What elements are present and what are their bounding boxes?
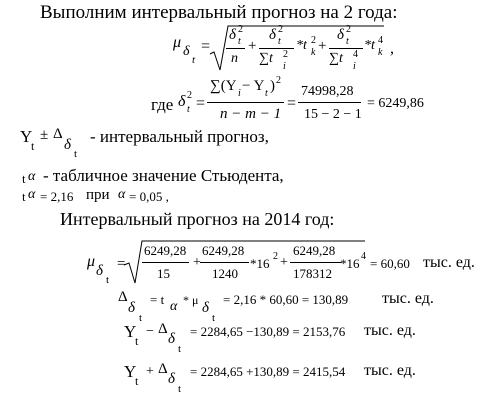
- heading-2014: Интервальный прогноз на 2014 год:: [60, 209, 335, 229]
- plus-sign: +: [248, 38, 257, 54]
- delta-symbol: δ: [178, 93, 186, 110]
- term3-numerator: δ: [337, 27, 344, 43]
- numerator-sub-i: i: [238, 88, 241, 99]
- Delta-symbol: Δ: [158, 361, 168, 377]
- term2-fraction-bar: [259, 48, 295, 50]
- term2-num-sup: 2: [278, 24, 283, 35]
- unit-label: тыс. ед.: [423, 254, 475, 271]
- term3-denominator: ∑t: [329, 51, 343, 66]
- alpha-value: = 0,05 ,: [129, 189, 169, 204]
- term1-denominator: n: [231, 51, 238, 66]
- at-word: при: [86, 187, 110, 203]
- f1-numerator: 6249,28: [144, 243, 187, 258]
- mu-sub-delta: δ: [202, 300, 209, 316]
- numerator-close: ): [270, 78, 275, 94]
- term3-num-sup: 2: [346, 24, 351, 35]
- Y-symbol: Y: [20, 127, 33, 146]
- f2-numerator: 6249,28: [202, 243, 245, 258]
- term3-mult-sup: 4: [378, 35, 383, 46]
- term3-num-sub: t: [346, 36, 349, 47]
- lower-result: = 2284,65 −130,89 = 2153,76: [190, 324, 346, 339]
- delta-sub: t: [187, 104, 190, 115]
- equals-sign: =: [196, 95, 206, 112]
- alpha-symbol: α: [118, 187, 126, 202]
- term3-den-sub: i: [353, 61, 356, 72]
- Y-symbol: Y: [124, 362, 137, 381]
- equals-sign: =: [117, 256, 126, 272]
- numerator-value: 74998,28: [301, 84, 354, 99]
- t-symbol: t: [22, 171, 26, 186]
- fraction-bar: [298, 102, 362, 104]
- f3-fraction-bar: [290, 262, 342, 264]
- f2-denominator: 1240: [212, 266, 238, 281]
- Delta-sub-t: t: [139, 312, 143, 324]
- equals-t: = t: [150, 292, 165, 307]
- Delta-sub-t: t: [178, 343, 182, 355]
- mu-result: = 60,60: [370, 256, 410, 271]
- Delta-sub-delta: δ: [64, 137, 71, 153]
- fraction-bar: [207, 102, 285, 104]
- unit-label: тыс. ед.: [364, 322, 416, 339]
- term2-den-sup: 2: [283, 49, 288, 60]
- upper-result: = 2284,65 +130,89 = 2415,54: [190, 364, 346, 379]
- f3-numerator: 6249,28: [293, 243, 336, 258]
- Delta-result: = 2,16 * 60,60 = 130,89: [223, 292, 349, 307]
- f3-mult-sup: 4: [361, 251, 366, 262]
- plus-sign: +: [280, 255, 288, 270]
- term2-denominator: ∑t: [259, 51, 273, 66]
- Delta-symbol: Δ: [118, 289, 128, 305]
- Y-sub-t: t: [135, 334, 139, 348]
- mu-symbol: μ: [87, 253, 96, 270]
- Delta-sub-delta: δ: [168, 331, 175, 347]
- Delta-sub-delta: δ: [168, 371, 175, 387]
- equals-sign: =: [287, 95, 297, 112]
- numerator-minus: − Y: [242, 78, 265, 94]
- denominator-value: 15 − 2 − 1: [304, 107, 362, 122]
- f1-fraction-bar: [142, 262, 190, 264]
- term2-den-sub: i: [283, 61, 286, 72]
- term3-mult-sub: k: [378, 47, 383, 58]
- numerator-sum: ∑(Y: [210, 78, 237, 94]
- term2-mult-sub: k: [311, 47, 316, 58]
- term3-multiplier: *t: [364, 38, 375, 53]
- Y-sub-t: t: [135, 374, 139, 388]
- heading-two-years: Выполним интервальный прогноз на 2 года:: [40, 2, 398, 23]
- denominator: n − m − 1: [220, 106, 282, 122]
- numerator-sup: 2: [276, 75, 281, 86]
- f2-fraction-bar: [200, 262, 250, 264]
- unit-label: тыс. ед.: [364, 362, 416, 379]
- t-symbol: t: [22, 189, 26, 204]
- result-value: = 6249,86: [367, 96, 424, 111]
- Delta-sub-t: t: [74, 148, 78, 160]
- unit-label: тыс. ед.: [382, 290, 434, 307]
- term1-fraction-bar: [226, 48, 246, 50]
- mu-symbol: μ: [173, 34, 182, 51]
- numerator-sub-t: t: [265, 88, 268, 99]
- alpha-symbol: α: [28, 187, 36, 202]
- mult-mu: * μ: [183, 293, 199, 307]
- Delta-symbol: Δ: [53, 126, 63, 142]
- term2-numerator: δ: [269, 27, 276, 43]
- term1-num-sub: t: [238, 36, 241, 47]
- term2-num-sub: t: [278, 36, 281, 47]
- trailing-comma: ,: [390, 40, 394, 57]
- plus-sign: +: [146, 364, 154, 379]
- f2-mult-sup: 2: [273, 251, 278, 262]
- mu-sub-delta: δ: [183, 44, 190, 59]
- mu-sub-t: t: [106, 274, 110, 286]
- where-word: где: [151, 95, 174, 114]
- student-text: - табличное значение Стьюдента,: [43, 166, 284, 185]
- alpha-symbol: α: [170, 299, 178, 314]
- f1-denominator: 15: [157, 266, 170, 281]
- Y-sub-t: t: [31, 139, 35, 153]
- mu-sub-t: t: [192, 54, 196, 66]
- Delta-sub-delta: δ: [128, 300, 135, 316]
- plus-sign: +: [318, 38, 327, 54]
- term3-den-sup: 4: [353, 49, 358, 60]
- minus-sign: −: [146, 324, 154, 339]
- f3-multiplier: *16: [340, 256, 360, 271]
- Y-symbol: Y: [124, 322, 137, 341]
- mu-sub-t: t: [212, 312, 216, 324]
- t-alpha-value: = 2,16: [40, 189, 74, 204]
- plus-sign: +: [193, 255, 201, 270]
- term2-mult-sup: 2: [311, 35, 316, 46]
- Delta-sub-t: t: [178, 383, 182, 395]
- term2-multiplier: *t: [296, 38, 307, 53]
- mu-sub-delta: δ: [96, 263, 103, 279]
- term3-fraction-bar: [329, 48, 364, 50]
- f3-denominator: 178312: [293, 266, 332, 281]
- alpha-symbol: α: [28, 169, 36, 184]
- Delta-symbol: Δ: [158, 321, 168, 337]
- delta-sup: 2: [187, 90, 192, 101]
- term1-num-sup: 2: [238, 24, 243, 35]
- plus-minus: ±: [40, 127, 49, 143]
- equals-sign: =: [201, 38, 211, 55]
- term1-numerator: δ: [229, 27, 236, 43]
- f2-multiplier: *16: [250, 256, 270, 271]
- interval-forecast-text: - интервальный прогноз,: [90, 127, 269, 146]
